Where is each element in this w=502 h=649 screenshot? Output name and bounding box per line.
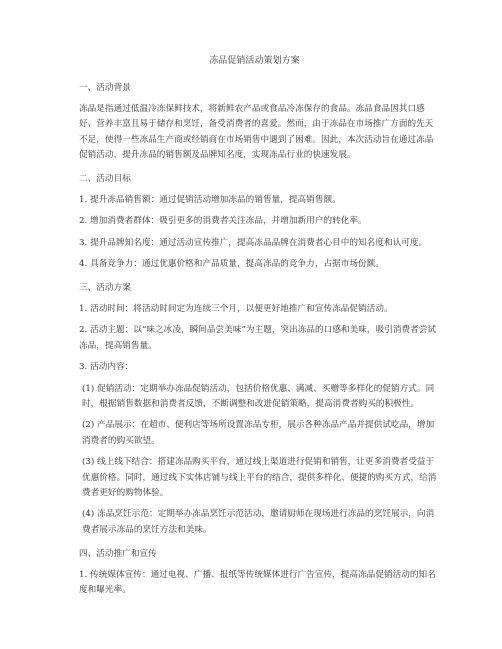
plan-item-content: 3. 活动内容： <box>79 362 134 373</box>
section-heading-promotion: 四、活动推广和宣传 <box>79 549 157 560</box>
goal-item-3: 3. 提升品牌知名度：通过活动宣传推广，提高冻品品牌在消费者心目中的知名度和认可度。 <box>79 237 428 248</box>
plan-item-time: 1. 活动时间：将活动时间定为连续三个月，以便更好地推广和宣传冻品促销活动。 <box>79 303 393 314</box>
plan-sub-online-offline: (3) 线上线下结合：搭建冻品购买平台，通过线上渠道进行促销和销售，让更多消费者受益于优惠价格。同时，通过线下实体店铺与线上平台的结合，提供多样化、便捷的购买方式，给消费者更好的购物体验。 <box>82 457 437 498</box>
plan-sub-display: (2) 产品展示：在超市、便利店等场所设置冻品专柜，展示各种冻品产品并提供试吃品，增加消费者的购买欲望。 <box>82 420 435 446</box>
goal-item-2: 2. 增加消费者群体：吸引更多的消费者关注冻品，并增加新用户的转化率。 <box>79 216 367 227</box>
plan-item-theme: 2. 活动主题：以“味之冰凌，瞬间品尝美味”为主题，突出冻品的口感和美味，吸引消费者尝试冻品，提高销售量。 <box>79 325 437 351</box>
document-title: 冻品促销活动策划方案 <box>209 56 300 66</box>
section-heading-plan: 三、活动方案 <box>79 283 131 294</box>
goal-item-1: 1. 提升冻品销售额：通过促销活动增加冻品的销售量，提高销售额。 <box>79 194 341 205</box>
section-heading-goals: 二、活动目标 <box>79 174 131 185</box>
plan-sub-cooking-demo: (4) 冻品烹饪示范：定期举办冻品烹饪示范活动，邀请厨师在现场进行冻品的烹饪展示，向消费者展示冻品的烹饪方法和美味。 <box>82 509 435 535</box>
plan-sub-promotion: (1) 促销活动：定期举办冻品促销活动，包括价格优惠、满减、买赠等多样化的促销方式。同时，根据销售数据和消费者反馈，不断调整和改进促销策略，提高消费者购买的积极性。 <box>82 383 435 409</box>
section-heading-background: 一、活动背景 <box>79 83 131 94</box>
goal-item-4: 4. 具备竞争力：通过优惠价格和产品质量，提高冻品的竞争力，占据市场份额。 <box>79 259 384 270</box>
promotion-item-traditional-media: 1. 传统媒体宣传：通过电视、广播、报纸等传统媒体进行广告宣传，提高冻品促销活动的知名度和曝光率。 <box>79 569 436 595</box>
background-paragraph: 冻品是指通过低温冷冻保鲜技术，将新鲜农产品或食品冷冻保存的食品。冻品食品因其口感好、营养丰富且易于储存和烹饪，备受消费者的喜爱。然而，由于冻品在市场推广方面的先天不足，使得一些冻品生产商或经销商在市场销售中遇到了困难。因此，本次活动旨在通过冻品促销活动，提升冻品的销售额及品牌知名度，实现冻品行业的快速发展。 <box>79 103 434 161</box>
